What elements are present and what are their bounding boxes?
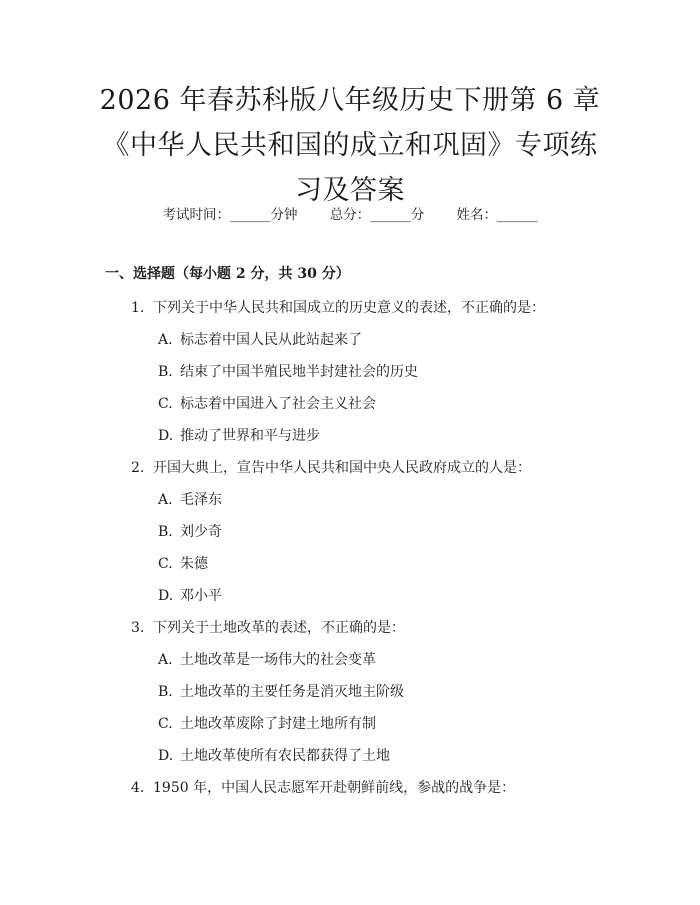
option-1b xyxy=(158,362,418,382)
option-text: 土地改革是一场伟大的社会变革 xyxy=(180,652,376,668)
option-text: 土地改革使所有农民都获得了土地 xyxy=(180,748,390,764)
option-letter: B. xyxy=(158,684,173,700)
option-letter: D. xyxy=(158,428,174,444)
option-text: 标志着中国人民从此站起来了 xyxy=(180,332,362,348)
option-3b xyxy=(158,682,404,702)
option-text: 毛泽东 xyxy=(180,492,222,508)
option-letter: C. xyxy=(158,556,173,572)
option-text: 推动了世界和平与进步 xyxy=(180,428,320,444)
option-letter: A. xyxy=(158,492,173,508)
option-text: 邓小平 xyxy=(180,588,222,604)
option-text: 朱德 xyxy=(180,556,208,572)
option-3c xyxy=(158,714,376,734)
option-letter: D. xyxy=(158,588,174,604)
document-title: 2026 年春苏科版八年级历史下册第 6 章《中华人民共和国的成立和巩固》专项练习及答案 xyxy=(99,85,601,206)
option-letter: A. xyxy=(158,652,173,668)
option-text: 刘少奇 xyxy=(180,524,222,540)
exam-time-field: 考试时间：______分钟 xyxy=(162,207,298,223)
option-text: 土地改革废除了封建土地所有制 xyxy=(180,716,376,732)
option-letter: A. xyxy=(158,332,173,348)
option-1c xyxy=(158,394,376,414)
option-2a xyxy=(158,490,222,510)
question-text: 下列关于中华人民共和国成立的历史意义的表述，不正确的是： xyxy=(153,300,545,316)
option-3d xyxy=(158,746,390,766)
option-letter: B. xyxy=(158,364,173,380)
total-score-field: 总分：______分 xyxy=(329,207,425,223)
question-text: 下列关于土地改革的表述，不正确的是： xyxy=(153,620,405,636)
option-letter: B. xyxy=(158,524,173,540)
option-letter: D. xyxy=(158,748,174,764)
question-3 xyxy=(131,618,405,638)
option-text: 土地改革的主要任务是消灭地主阶级 xyxy=(180,684,404,700)
section-heading: 一、选择题（每小题 2 分，共 30 分） xyxy=(105,266,350,282)
option-2c xyxy=(158,554,208,574)
option-2d xyxy=(158,586,222,606)
option-letter: C. xyxy=(158,396,173,412)
question-4 xyxy=(131,778,515,798)
question-number: 1. xyxy=(131,300,145,316)
option-text: 结束了中国半殖民地半封建社会的历史 xyxy=(180,364,418,380)
option-1a xyxy=(158,330,362,350)
option-text: 标志着中国进入了社会主义社会 xyxy=(180,396,376,412)
student-name-field: 姓名：______ xyxy=(456,207,538,223)
option-3a xyxy=(158,650,376,670)
question-text: 1950 年，中国人民志愿军开赴朝鲜前线，参战的战争是： xyxy=(153,780,516,796)
option-letter: C. xyxy=(158,716,173,732)
option-2b xyxy=(158,522,222,542)
question-number: 3. xyxy=(131,620,145,636)
question-2 xyxy=(131,458,531,478)
option-1d xyxy=(158,426,320,446)
question-text: 开国大典上，宣告中华人民共和国中央人民政府成立的人是： xyxy=(153,460,531,476)
question-1 xyxy=(131,298,545,318)
question-number: 4. xyxy=(131,780,145,796)
question-number: 2. xyxy=(131,460,145,476)
